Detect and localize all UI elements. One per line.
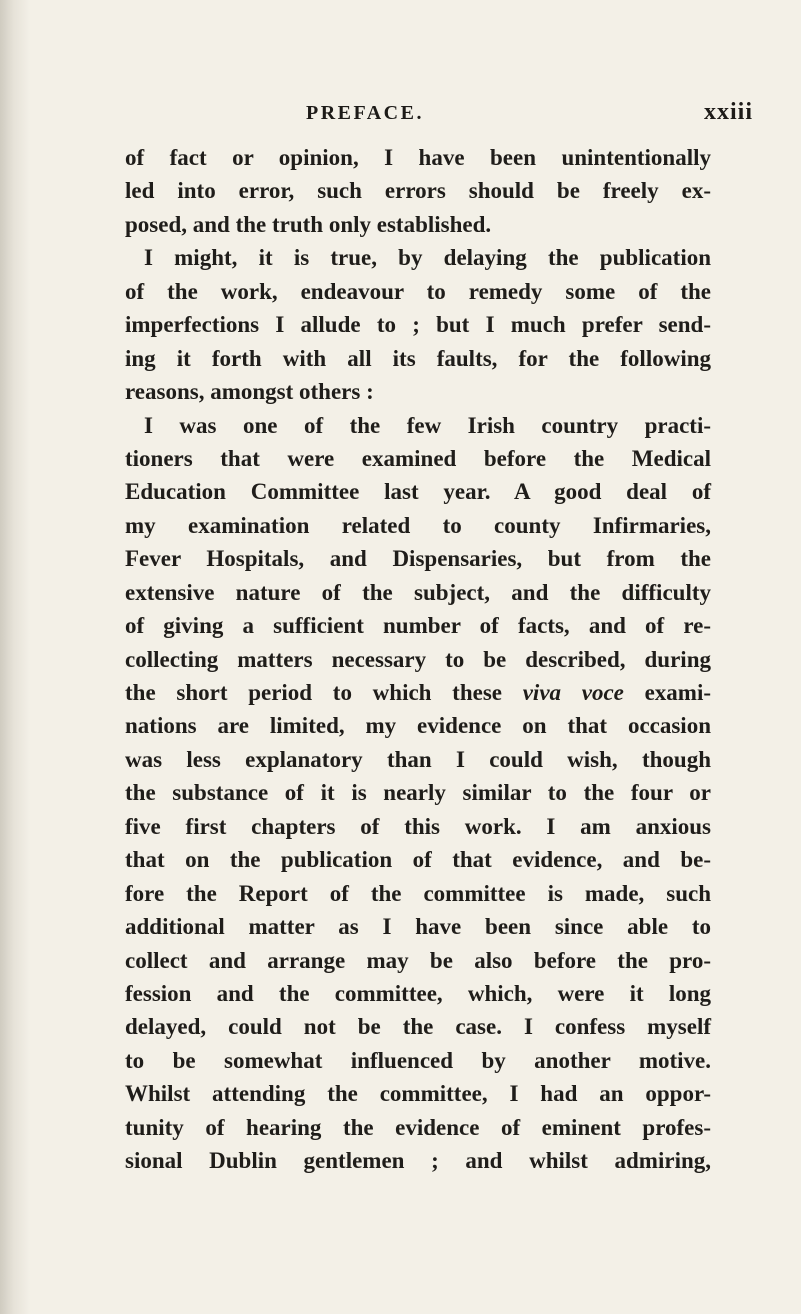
- text-line: led into error, such errors should be freely ex-: [125, 178, 711, 204]
- text-line: collect and arrange may be also before the pro-: [125, 947, 711, 973]
- text-line: tunity of hearing the evidence of eminent profes-: [125, 1114, 711, 1140]
- running-head-title: PREFACE.: [306, 102, 424, 124]
- text-line: posed, and the truth only established.: [125, 211, 492, 237]
- text-line: fore the Report of the committee is made, such: [125, 880, 711, 906]
- italic-phrase: viva voce: [522, 680, 624, 705]
- text-line: Fever Hospitals, and Dispensaries, but from the: [125, 546, 711, 572]
- text-line: extensive nature of the subject, and the difficulty: [125, 579, 711, 605]
- text-line: collecting matters necessary to be described, during: [125, 646, 711, 672]
- text-line: tioners that were examined before the Medical: [125, 445, 711, 471]
- page-number: xxiii: [704, 99, 754, 125]
- text-line: nations are limited, my evidence on that occasion: [125, 713, 711, 739]
- text-line: delayed, could not be the case. I confess myself: [125, 1014, 711, 1040]
- text-line: that on the publication of that evidence, and be-: [125, 847, 711, 873]
- text-line: imperfections I allude to ; but I much prefer send-: [125, 312, 711, 338]
- text-line: of the work, endeavour to remedy some of the: [125, 278, 711, 304]
- text-line: Whilst attending the committee, I had an oppor-: [125, 1081, 711, 1107]
- text-line: I might, it is true, by delaying the publication: [144, 245, 711, 271]
- text-line: was less explanatory than I could wish, though: [125, 746, 711, 772]
- body-text: [125, 141, 711, 1178]
- text-line: five first chapters of this work. I am anxious: [125, 813, 711, 839]
- text-line: of fact or opinion, I have been unintentionally: [125, 145, 711, 170]
- text-line: the substance of it is nearly similar to the four or: [125, 780, 711, 806]
- text-line: additional matter as I have been since able to: [125, 914, 711, 940]
- text-line: my examination related to county Infirmaries,: [125, 512, 711, 538]
- text-line: of giving a sufficient number of facts, and of re-: [125, 613, 711, 639]
- text-line: to be somewhat influenced by another motive.: [125, 1047, 711, 1073]
- text-line: Education Committee last year. A good deal of: [125, 479, 711, 505]
- text-line: ing it forth with all its faults, for the following: [125, 345, 711, 371]
- text-line: sional Dublin gentlemen ; and whilst admiring,: [125, 1148, 711, 1174]
- gutter-shadow: [0, 0, 30, 1314]
- text-line: fession and the committee, which, were it long: [125, 980, 711, 1006]
- text-line: the short period to which these viva voce exami-: [125, 680, 712, 705]
- running-head: [0, 99, 801, 132]
- text-line: I was one of the few Irish country practi-: [144, 412, 711, 438]
- text-line: reasons, amongst others :: [125, 379, 374, 405]
